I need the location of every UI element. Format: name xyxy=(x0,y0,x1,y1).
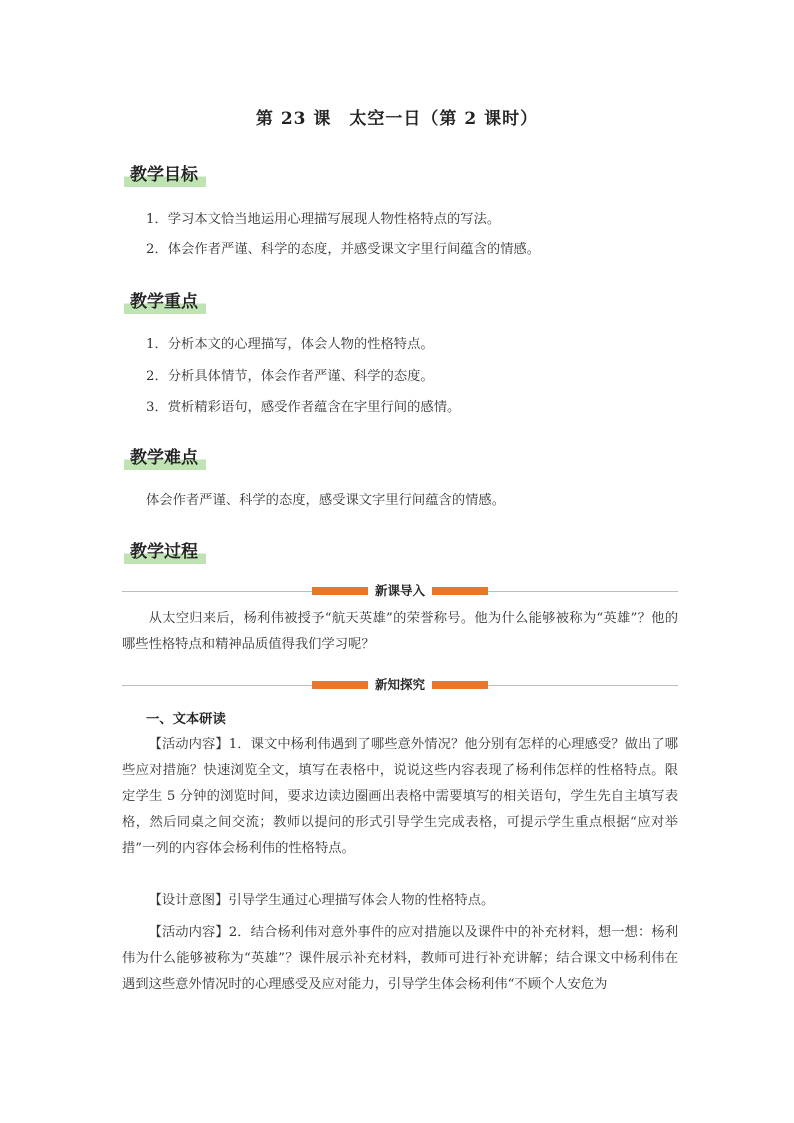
divider-bar-right xyxy=(432,681,488,689)
difficulty-text: 体会作者严谨、科学的态度，感受课文字里行间蕴含的情感。 xyxy=(146,493,506,508)
divider-bar-left xyxy=(312,681,368,689)
activity-2-paragraph: 【活动内容】2．结合杨利伟对意外事件的应对措施以及课件中的补充材料，想一想：杨利伟为什么能够被称为“英雄”？课件展示补充材料，教师可进行补充讲解；结合课文中杨利伟在遇到这些意外情况时的心理感受及应对能力，引导学生体会杨利伟“不顾个人安危为 xyxy=(122,925,678,992)
sub-heading-text-study: 一、文本研读 xyxy=(146,712,226,727)
divider-bar-left xyxy=(312,587,368,595)
key-point-item: 1．分析本文的心理描写，体会人物的性格特点。 xyxy=(146,337,434,352)
section-heading-key-points: 教学重点 xyxy=(124,287,206,314)
section-heading-process: 教学过程 xyxy=(124,537,206,564)
goal-item: 1．学习本文恰当地运用心理描写展现人物性格特点的写法。 xyxy=(146,212,501,227)
divider-label-explore: 新知探究 xyxy=(368,675,432,693)
section-heading-difficulties: 教学难点 xyxy=(124,443,206,470)
design-1-paragraph: 【设计意图】引导学生通过心理描写体会人物的性格特点。 xyxy=(148,893,495,908)
divider-bar-right xyxy=(432,587,488,595)
activity-1-paragraph: 【活动内容】1．课文中杨利伟遇到了哪些意外情况？他分别有怎样的心理感受？做出了哪些应对措施？快速浏览全文，填写在表格中，说说这些内容表现了杨利伟怎样的性格特点。限定学生 5 分钟的浏览时间，要求边读边圈画出表格中需要填写的相关语句，学生先自主填写表格，然后同桌之间交流；教师以提问的形式引导学生完成表格，可提示学生重点根据“应对举措”一列的内容体会杨利伟的性格特点。 xyxy=(122,737,678,856)
page-title: 第 23 课 太空一日（第 2 课时） xyxy=(255,109,539,129)
key-point-item: 2．分析具体情节，体会作者严谨、科学的态度。 xyxy=(146,369,434,384)
divider-intro xyxy=(122,584,678,598)
divider-explore xyxy=(122,678,678,692)
section-heading-goals: 教学目标 xyxy=(124,160,206,187)
key-point-item: 3．赏析精彩语句，感受作者蕴含在字里行间的感情。 xyxy=(146,400,461,415)
divider-label-intro: 新课导入 xyxy=(368,581,432,599)
goal-item: 2．体会作者严谨、科学的态度，并感受课文字里行间蕴含的情感。 xyxy=(146,242,541,257)
intro-paragraph: 从太空归来后，杨利伟被授予“航天英雄”的荣誉称号。他为什么能够被称为“英雄”？他的哪些性格特点和精神品质值得我们学习呢？ xyxy=(122,611,678,652)
